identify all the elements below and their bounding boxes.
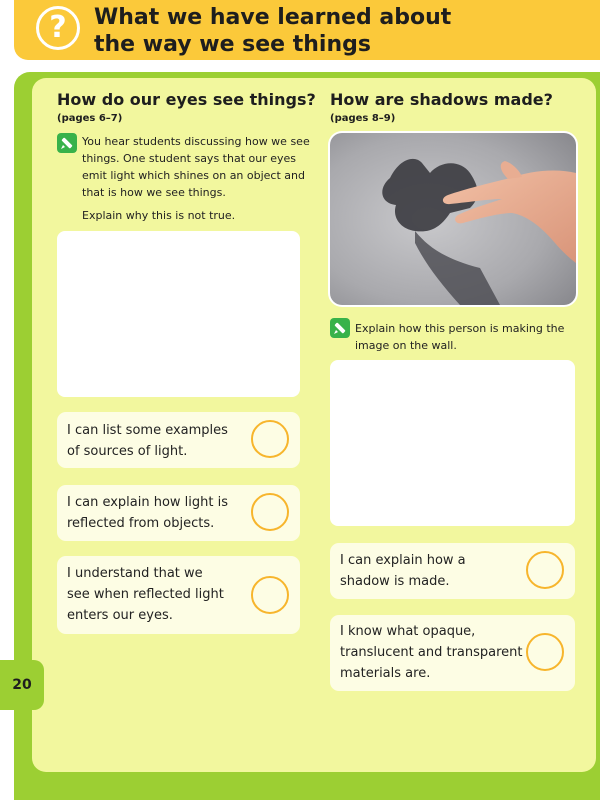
- page-number: 20: [12, 677, 32, 693]
- page-title: [94, 4, 451, 58]
- page-reference-eyes: (pages 6–7): [57, 113, 123, 124]
- hand-shadow-illustration: [330, 133, 576, 305]
- checklist-item: I can explain how light is reflected from objects.: [57, 485, 300, 541]
- title-line-1: What we have learned about: [94, 5, 452, 30]
- self-check-circle[interactable]: [526, 633, 564, 671]
- question-mark-icon: ?: [36, 6, 80, 50]
- shadow-prompt: Explain how this person is making the image on the wall.: [355, 322, 565, 352]
- checklist-item: I know what opaque, translucent and transparent materials are.: [330, 615, 575, 691]
- pencil-icon: [330, 318, 350, 338]
- title-banner: [14, 0, 600, 60]
- page-reference-shadows: (pages 8–9): [330, 113, 396, 124]
- answer-box-shadows[interactable]: [330, 360, 575, 526]
- checklist-item: I can list some examples of sources of light.: [57, 412, 300, 468]
- page-number-tab: [0, 660, 44, 710]
- hand-shadow-photo: [330, 133, 576, 305]
- discussion-prompt: You hear students discussing how we see things. One student says that our eyes emit light which shines on an object and that is how we see things.: [82, 135, 310, 199]
- answer-box-eyes[interactable]: [57, 231, 300, 397]
- title-line-2: the way we see things: [94, 32, 371, 57]
- section-heading-eyes: How do our eyes see things?: [57, 90, 316, 109]
- checklist-item: I understand that we see when reflected light enters our eyes.: [57, 556, 300, 634]
- self-check-circle[interactable]: [526, 551, 564, 589]
- explain-instruction: Explain why this is not true.: [82, 209, 236, 222]
- self-check-circle[interactable]: [251, 420, 289, 458]
- self-check-circle[interactable]: [251, 576, 289, 614]
- checklist-item: I can explain how a shadow is made.: [330, 543, 575, 599]
- pencil-icon: [57, 133, 77, 153]
- self-check-circle[interactable]: [251, 493, 289, 531]
- section-heading-shadows: How are shadows made?: [330, 90, 553, 109]
